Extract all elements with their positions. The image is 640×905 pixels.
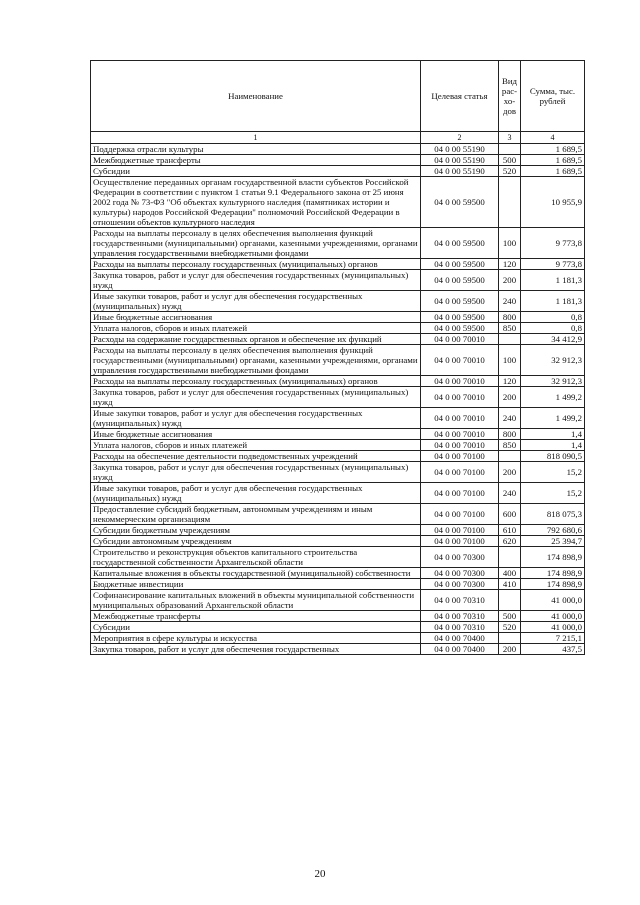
- row-expense-type: 240: [499, 408, 521, 429]
- table-row: [91, 536, 585, 547]
- row-name: Бюджетные инвестиции: [91, 579, 421, 590]
- row-name: Закупка товаров, работ и услуг для обеспечения государственных (муниципальных) нужд: [91, 270, 421, 291]
- column-number: 2: [421, 132, 499, 144]
- row-expense-type: 120: [499, 259, 521, 270]
- table-row: [91, 144, 585, 155]
- table-row: [91, 504, 585, 525]
- row-name: Капитальные вложения в объекты государственной (муниципальной) собственности: [91, 568, 421, 579]
- row-name: Иные закупки товаров, работ и услуг для обеспечения государственных (муниципальных) нужд: [91, 483, 421, 504]
- header-name: Наименование: [91, 61, 421, 132]
- table-row: [91, 387, 585, 408]
- header-article: Целевая статья: [421, 61, 499, 132]
- row-sum: 1 499,2: [521, 387, 585, 408]
- row-sum: 32 912,3: [521, 345, 585, 376]
- row-article: 04 0 00 70010: [421, 429, 499, 440]
- column-number: 1: [91, 132, 421, 144]
- column-number: 4: [521, 132, 585, 144]
- row-name: Расходы на выплаты персоналу в целях обеспечения выполнения функций государственными (муниципальными) органами, казенными учреждениями, органами управления государственными внебюджетными фондами: [91, 228, 421, 259]
- row-article: 04 0 00 70010: [421, 334, 499, 345]
- row-sum: 34 412,9: [521, 334, 585, 345]
- row-sum: 25 394,7: [521, 536, 585, 547]
- row-expense-type: 200: [499, 462, 521, 483]
- row-article: 04 0 00 55190: [421, 166, 499, 177]
- row-expense-type: 100: [499, 345, 521, 376]
- row-article: 04 0 00 70310: [421, 622, 499, 633]
- table-row: [91, 291, 585, 312]
- row-sum: 32 912,3: [521, 376, 585, 387]
- header-expense-type: Вид рас- хо- дов: [499, 61, 521, 132]
- row-article: 04 0 00 70300: [421, 579, 499, 590]
- column-number: 3: [499, 132, 521, 144]
- row-article: 04 0 00 70010: [421, 440, 499, 451]
- table-row: [91, 451, 585, 462]
- row-expense-type: 520: [499, 166, 521, 177]
- row-expense-type: 100: [499, 228, 521, 259]
- row-article: 04 0 00 70010: [421, 408, 499, 429]
- header-row: [91, 61, 585, 132]
- row-sum: 818 090,5: [521, 451, 585, 462]
- row-article: 04 0 00 59500: [421, 259, 499, 270]
- row-article: 04 0 00 55190: [421, 155, 499, 166]
- row-name: Закупка товаров, работ и услуг для обеспечения государственных (муниципальных) нужд: [91, 387, 421, 408]
- row-sum: 1,4: [521, 440, 585, 451]
- table-row: [91, 376, 585, 387]
- table-row: [91, 408, 585, 429]
- row-expense-type: 240: [499, 483, 521, 504]
- table-row: [91, 312, 585, 323]
- row-article: 04 0 00 70310: [421, 611, 499, 622]
- row-article: 04 0 00 70310: [421, 590, 499, 611]
- row-sum: 1 689,5: [521, 155, 585, 166]
- row-expense-type: [499, 144, 521, 155]
- row-sum: 174 898,9: [521, 547, 585, 568]
- row-article: 04 0 00 59500: [421, 177, 499, 228]
- row-expense-type: 610: [499, 525, 521, 536]
- row-article: 04 0 00 70400: [421, 633, 499, 644]
- row-article: 04 0 00 59500: [421, 291, 499, 312]
- row-sum: 1 689,5: [521, 144, 585, 155]
- row-name: Расходы на выплаты персоналу государственных (муниципальных) органов: [91, 376, 421, 387]
- table-row: [91, 155, 585, 166]
- row-name: Софинансирование капитальных вложений в объекты муниципальной собственности муниципальных образований Архангельской области: [91, 590, 421, 611]
- row-article: 04 0 00 70010: [421, 387, 499, 408]
- row-name: Субсидии: [91, 166, 421, 177]
- row-sum: 9 773,8: [521, 228, 585, 259]
- row-article: 04 0 00 70010: [421, 376, 499, 387]
- row-name: Расходы на содержание государственных органов и обеспечение их функций: [91, 334, 421, 345]
- row-expense-type: [499, 590, 521, 611]
- budget-table: [90, 60, 585, 655]
- row-article: 04 0 00 59500: [421, 312, 499, 323]
- row-name: Субсидии бюджетным учреждениям: [91, 525, 421, 536]
- row-sum: 792 680,6: [521, 525, 585, 536]
- row-sum: 1 499,2: [521, 408, 585, 429]
- row-expense-type: 240: [499, 291, 521, 312]
- table-row: [91, 334, 585, 345]
- table-row: [91, 622, 585, 633]
- table-row: [91, 462, 585, 483]
- row-expense-type: 500: [499, 611, 521, 622]
- row-expense-type: 120: [499, 376, 521, 387]
- column-number-row: [91, 132, 585, 144]
- row-article: 04 0 00 70010: [421, 345, 499, 376]
- row-sum: 7 215,1: [521, 633, 585, 644]
- table-row: [91, 568, 585, 579]
- row-article: 04 0 00 59500: [421, 270, 499, 291]
- row-sum: 174 898,9: [521, 579, 585, 590]
- row-expense-type: 200: [499, 387, 521, 408]
- row-sum: 41 000,0: [521, 590, 585, 611]
- row-expense-type: [499, 177, 521, 228]
- row-name: Строительство и реконструкция объектов капитального строительства государственной собственности Архангельской области: [91, 547, 421, 568]
- row-sum: 10 955,9: [521, 177, 585, 228]
- row-sum: 1,4: [521, 429, 585, 440]
- row-sum: 818 075,3: [521, 504, 585, 525]
- row-sum: 1 181,3: [521, 270, 585, 291]
- row-expense-type: [499, 451, 521, 462]
- row-article: 04 0 00 70400: [421, 644, 499, 655]
- header-sum: Сумма, тыс. рублей: [521, 61, 585, 132]
- row-name: Уплата налогов, сборов и иных платежей: [91, 323, 421, 334]
- row-name: Предоставление субсидий бюджетным, автономным учреждениям и иным некоммерческим организациям: [91, 504, 421, 525]
- row-name: Иные бюджетные ассигнования: [91, 312, 421, 323]
- row-expense-type: 200: [499, 644, 521, 655]
- table-body: [91, 144, 585, 655]
- row-expense-type: 600: [499, 504, 521, 525]
- row-name: Закупка товаров, работ и услуг для обеспечения государственных (муниципальных) нужд: [91, 462, 421, 483]
- row-expense-type: 400: [499, 568, 521, 579]
- row-article: 04 0 00 70100: [421, 451, 499, 462]
- row-article: 04 0 00 55190: [421, 144, 499, 155]
- table-row: [91, 270, 585, 291]
- row-article: 04 0 00 70100: [421, 504, 499, 525]
- row-article: 04 0 00 70300: [421, 568, 499, 579]
- row-name: Осуществление переданных органам государственной власти субъектов Российской Федерации в соответствии с пунктом 1 статьи 9.1 Федерального закона от 25 июня 2002 года № 73-ФЗ "Об объектах культурного наследия (памятниках истории и культуры) народов Российской Федерации" полномочий Российской Федерации в отношении объектов культурного наследия: [91, 177, 421, 228]
- row-article: 04 0 00 70300: [421, 547, 499, 568]
- row-name: Субсидии: [91, 622, 421, 633]
- table-row: [91, 547, 585, 568]
- row-sum: 9 773,8: [521, 259, 585, 270]
- table-row: [91, 633, 585, 644]
- row-sum: 0,8: [521, 323, 585, 334]
- row-expense-type: [499, 334, 521, 345]
- row-name: Закупка товаров, работ и услуг для обеспечения государственных: [91, 644, 421, 655]
- table-row: [91, 440, 585, 451]
- row-sum: 1 689,5: [521, 166, 585, 177]
- row-sum: 0,8: [521, 312, 585, 323]
- table-row: [91, 644, 585, 655]
- table-row: [91, 345, 585, 376]
- row-name: Поддержка отрасли культуры: [91, 144, 421, 155]
- row-sum: 437,5: [521, 644, 585, 655]
- table-row: [91, 177, 585, 228]
- table-row: [91, 611, 585, 622]
- row-name: Иные закупки товаров, работ и услуг для обеспечения государственных (муниципальных) нужд: [91, 408, 421, 429]
- page-number: 20: [314, 868, 326, 880]
- row-sum: 41 000,0: [521, 622, 585, 633]
- row-article: 04 0 00 70100: [421, 536, 499, 547]
- row-name: Расходы на обеспечение деятельности подведомственных учреждений: [91, 451, 421, 462]
- row-sum: 41 000,0: [521, 611, 585, 622]
- table-row: [91, 166, 585, 177]
- row-expense-type: 520: [499, 622, 521, 633]
- table-row: [91, 525, 585, 536]
- row-sum: 15,2: [521, 483, 585, 504]
- row-expense-type: [499, 633, 521, 644]
- row-expense-type: 800: [499, 429, 521, 440]
- table-row: [91, 590, 585, 611]
- row-name: Межбюджетные трансферты: [91, 611, 421, 622]
- row-name: Иные бюджетные ассигнования: [91, 429, 421, 440]
- row-name: Расходы на выплаты персоналу в целях обеспечения выполнения функций государственными (муниципальными) органами, казенными учреждениями, органами управления государственными внебюджетными фондами: [91, 345, 421, 376]
- row-expense-type: 500: [499, 155, 521, 166]
- row-name: Иные закупки товаров, работ и услуг для обеспечения государственных (муниципальных) нужд: [91, 291, 421, 312]
- row-name: Межбюджетные трансферты: [91, 155, 421, 166]
- table-row: [91, 429, 585, 440]
- row-name: Расходы на выплаты персоналу государственных (муниципальных) органов: [91, 259, 421, 270]
- row-name: Уплата налогов, сборов и иных платежей: [91, 440, 421, 451]
- row-expense-type: [499, 547, 521, 568]
- row-name: Субсидии автономным учреждениям: [91, 536, 421, 547]
- table-row: [91, 483, 585, 504]
- row-expense-type: 800: [499, 312, 521, 323]
- row-article: 04 0 00 70100: [421, 483, 499, 504]
- row-expense-type: 850: [499, 323, 521, 334]
- row-expense-type: 850: [499, 440, 521, 451]
- row-expense-type: 410: [499, 579, 521, 590]
- row-sum: 174 898,9: [521, 568, 585, 579]
- row-article: 04 0 00 70100: [421, 462, 499, 483]
- row-article: 04 0 00 70100: [421, 525, 499, 536]
- row-expense-type: 200: [499, 270, 521, 291]
- row-sum: 15,2: [521, 462, 585, 483]
- row-article: 04 0 00 59500: [421, 228, 499, 259]
- table-row: [91, 579, 585, 590]
- table-row: [91, 228, 585, 259]
- row-article: 04 0 00 59500: [421, 323, 499, 334]
- table-row: [91, 323, 585, 334]
- table-row: [91, 259, 585, 270]
- row-expense-type: 620: [499, 536, 521, 547]
- row-name: Мероприятия в сфере культуры и искусства: [91, 633, 421, 644]
- row-sum: 1 181,3: [521, 291, 585, 312]
